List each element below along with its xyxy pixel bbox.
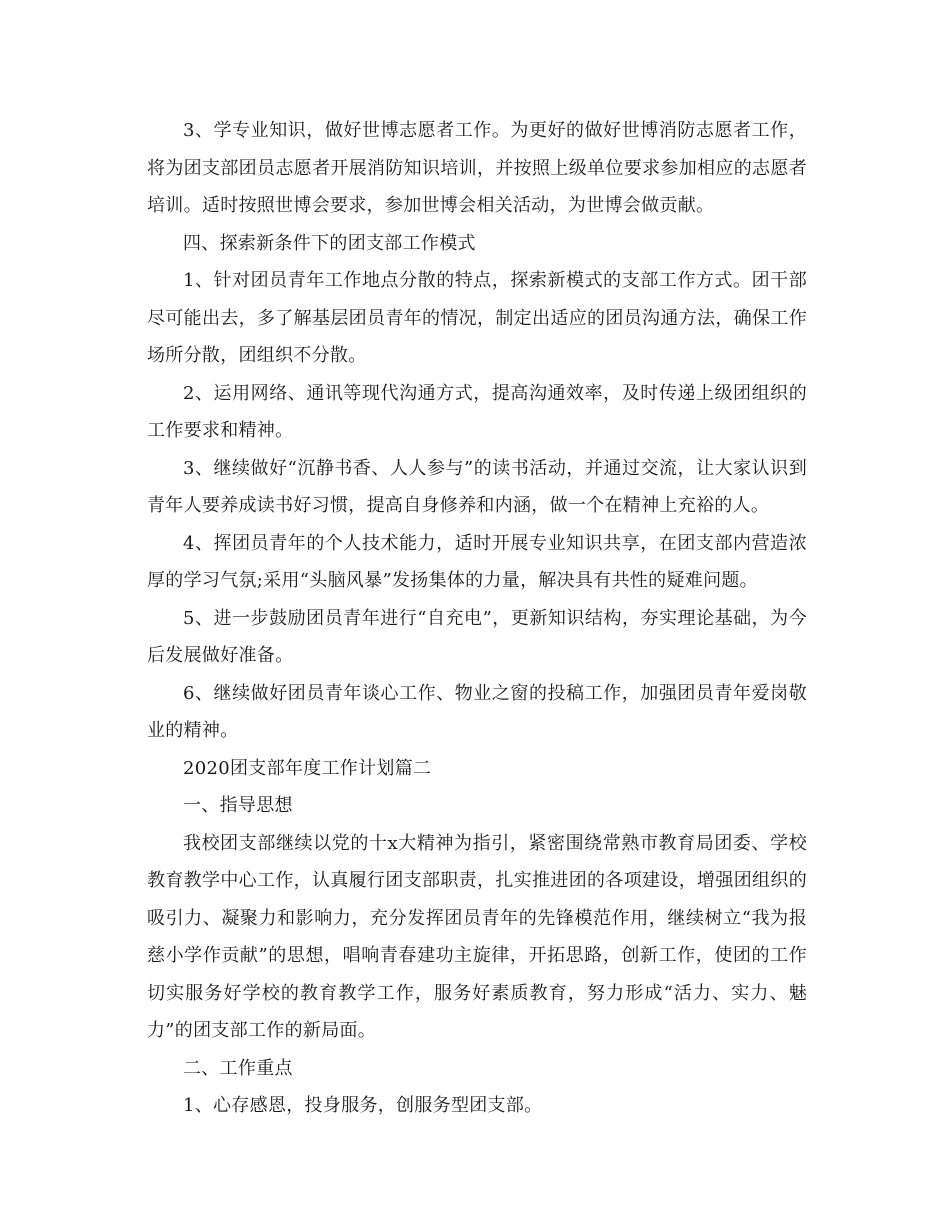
section-title-part-two: 2020团支部年度工作计划篇二	[183, 757, 432, 779]
paragraph-dispersed-workplaces: 1、针对团员青年工作地点分散的特点，探索新模式的支部工作方式。团干部尽可能出去，多了解基层团员青年的情况，制定出适应的团员沟通方法，确保工作场所分散，团组织不分散。	[147, 270, 807, 366]
heading-guiding-ideology: 一、指导思想	[183, 795, 293, 816]
paragraph-volunteer-training: 3、学专业知识，做好世博志愿者工作。为更好的做好世博消防志愿者工作，将为团支部团员志愿者开展消防知识培训，并按照上级单位要求参加相应的志愿者培训。适时按照世博会要求，参加世博会相关活动，为世博会做贡献。	[147, 120, 807, 216]
paragraph-knowledge-sharing: 4、挥团员青年的个人技术能力，适时开展专业知识共享，在团支部内营造浓厚的学习气氛;采用“头脑风暴”发扬集体的力量，解决具有共性的疑难问题。	[147, 532, 807, 591]
document-page	[147, 112, 807, 1125]
paragraph-modern-communication: 2、运用网络、通讯等现代沟通方式，提高沟通效率，及时传递上级团组织的工作要求和精神。	[147, 382, 807, 441]
paragraph-service-branch: 1、心存感恩，投身服务，创服务型团支部。	[183, 1095, 543, 1116]
paragraph-self-recharge: 5、进一步鼓励团员青年进行“自充电”，更新知识结构，夯实理论基础，为今后发展做好准备。	[147, 607, 807, 666]
heading-explore-new-model: 四、探索新条件下的团支部工作模式	[183, 232, 476, 254]
paragraph-heart-to-heart: 6、继续做好团员青年谈心工作、物业之窗的投稿工作，加强团员青年爱岗敬业的精神。	[147, 682, 807, 741]
heading-work-focus: 二、工作重点	[183, 1057, 293, 1079]
paragraph-guiding-ideology: 我校团支部继续以党的十x大精神为指引，紧密围绕常熟市教育局团委、学校教育教学中心工作，认真履行团支部职责，扎实推进团的各项建设，增强团组织的吸引力、凝聚力和影响力，充分发挥团员青年的先锋模范作用，继续树立“我为报慈小学作贡献”的思想，唱响青春建功主旋律，开拓思路，创新工作，使团的工作切实服务好学校的教育教学工作，服务好素质教育，努力形成“活力、实力、魅力”的团支部工作的新局面。	[147, 832, 807, 1041]
paragraph-reading-activity: 3、继续做好“沉静书香、人人参与”的读书活动，并通过交流，让大家认识到青年人要养成读书好习惯，提高自身修养和内涵，做一个在精神上充裕的人。	[147, 457, 807, 516]
